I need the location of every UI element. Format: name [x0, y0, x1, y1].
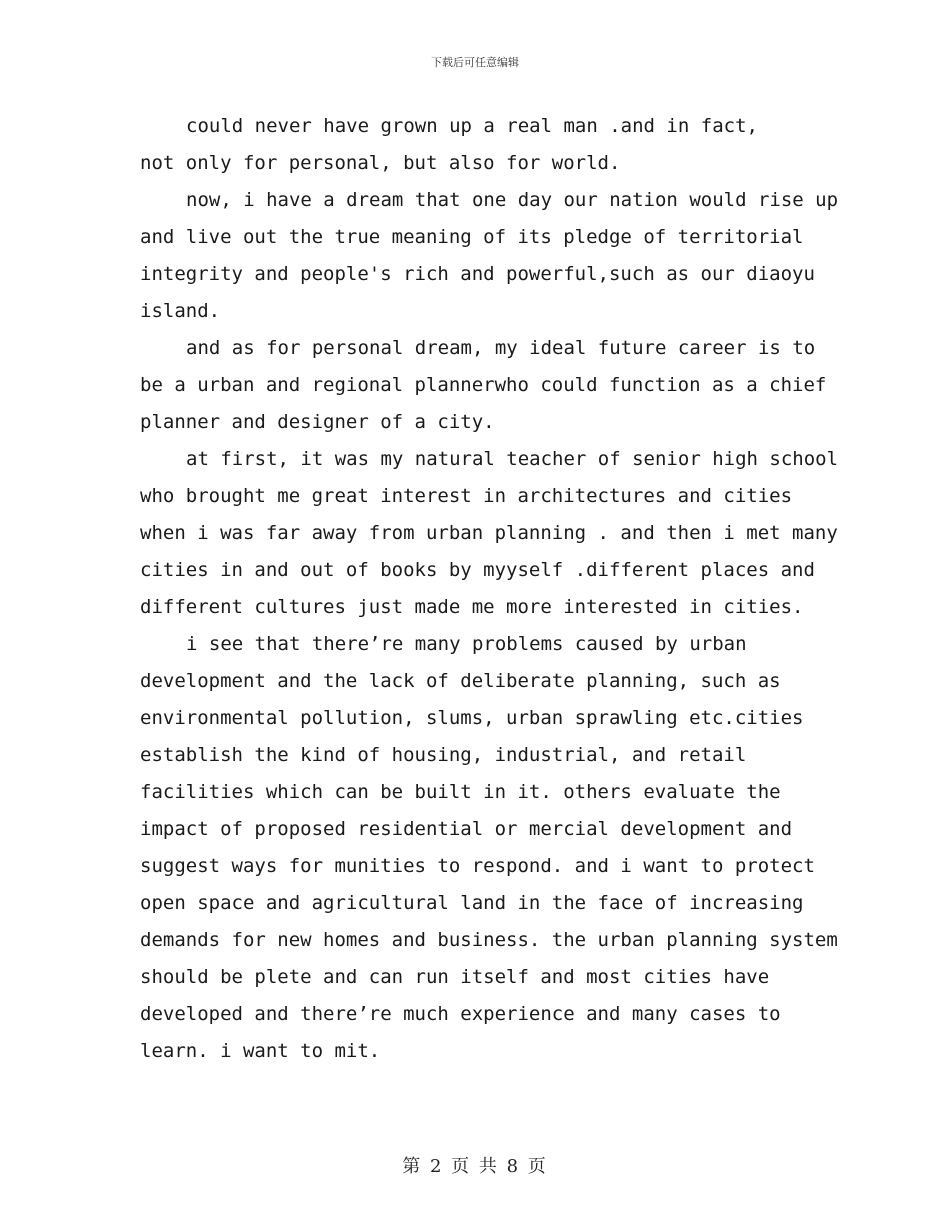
- body-line: integrity and people's rich and powerful,such as our diaoyu: [140, 263, 815, 285]
- body-line: impact of proposed residential or mercial development and: [140, 818, 793, 840]
- body-line: i see that there’re many problems caused by urban: [186, 633, 747, 655]
- body-line: island.: [140, 300, 221, 322]
- page-number: 第 2 页 共 8 页: [402, 1156, 548, 1177]
- body-line: when i was far away from urban planning . and then i met many: [140, 522, 838, 544]
- body-line: should be plete and can run itself and most cities have: [140, 966, 770, 988]
- body-line: be a urban and regional plannerwho could function as a chief: [140, 374, 827, 396]
- body-line: learn. i want to mit.: [140, 1040, 381, 1062]
- header-note: 下载后可任意编辑: [431, 56, 519, 69]
- body-line: planner and designer of a city.: [140, 411, 495, 433]
- body-line: demands for new homes and business. the urban planning system: [140, 929, 838, 951]
- body-line: developed and there’re much experience and many cases to: [140, 1003, 781, 1025]
- document-body: [140, 108, 839, 1070]
- body-line: at first, it was my natural teacher of senior high school: [186, 448, 839, 470]
- body-line: who brought me great interest in architectures and cities: [140, 485, 793, 507]
- body-line: establish the kind of housing, industrial, and retail: [140, 744, 747, 766]
- body-line: and live out the true meaning of its pledge of territorial: [140, 226, 804, 248]
- body-line: different cultures just made me more interested in cities.: [140, 596, 804, 618]
- body-line: development and the lack of deliberate planning, such as: [140, 670, 781, 692]
- body-line: cities in and out of books by myyself .different places and: [140, 559, 815, 581]
- body-line: open space and agricultural land in the face of increasing: [140, 892, 804, 914]
- body-line: now, i have a dream that one day our nation would rise up: [186, 189, 839, 211]
- body-line: not only for personal, but also for world.: [140, 152, 621, 174]
- body-line: and as for personal dream, my ideal future career is to: [186, 337, 816, 359]
- body-line: facilities which can be built in it. others evaluate the: [140, 781, 781, 803]
- body-line: environmental pollution, slums, urban sprawling etc.cities: [140, 707, 804, 729]
- body-line: could never have grown up a real man .and in fact,: [186, 115, 758, 137]
- body-line: suggest ways for munities to respond. and i want to protect: [140, 855, 815, 877]
